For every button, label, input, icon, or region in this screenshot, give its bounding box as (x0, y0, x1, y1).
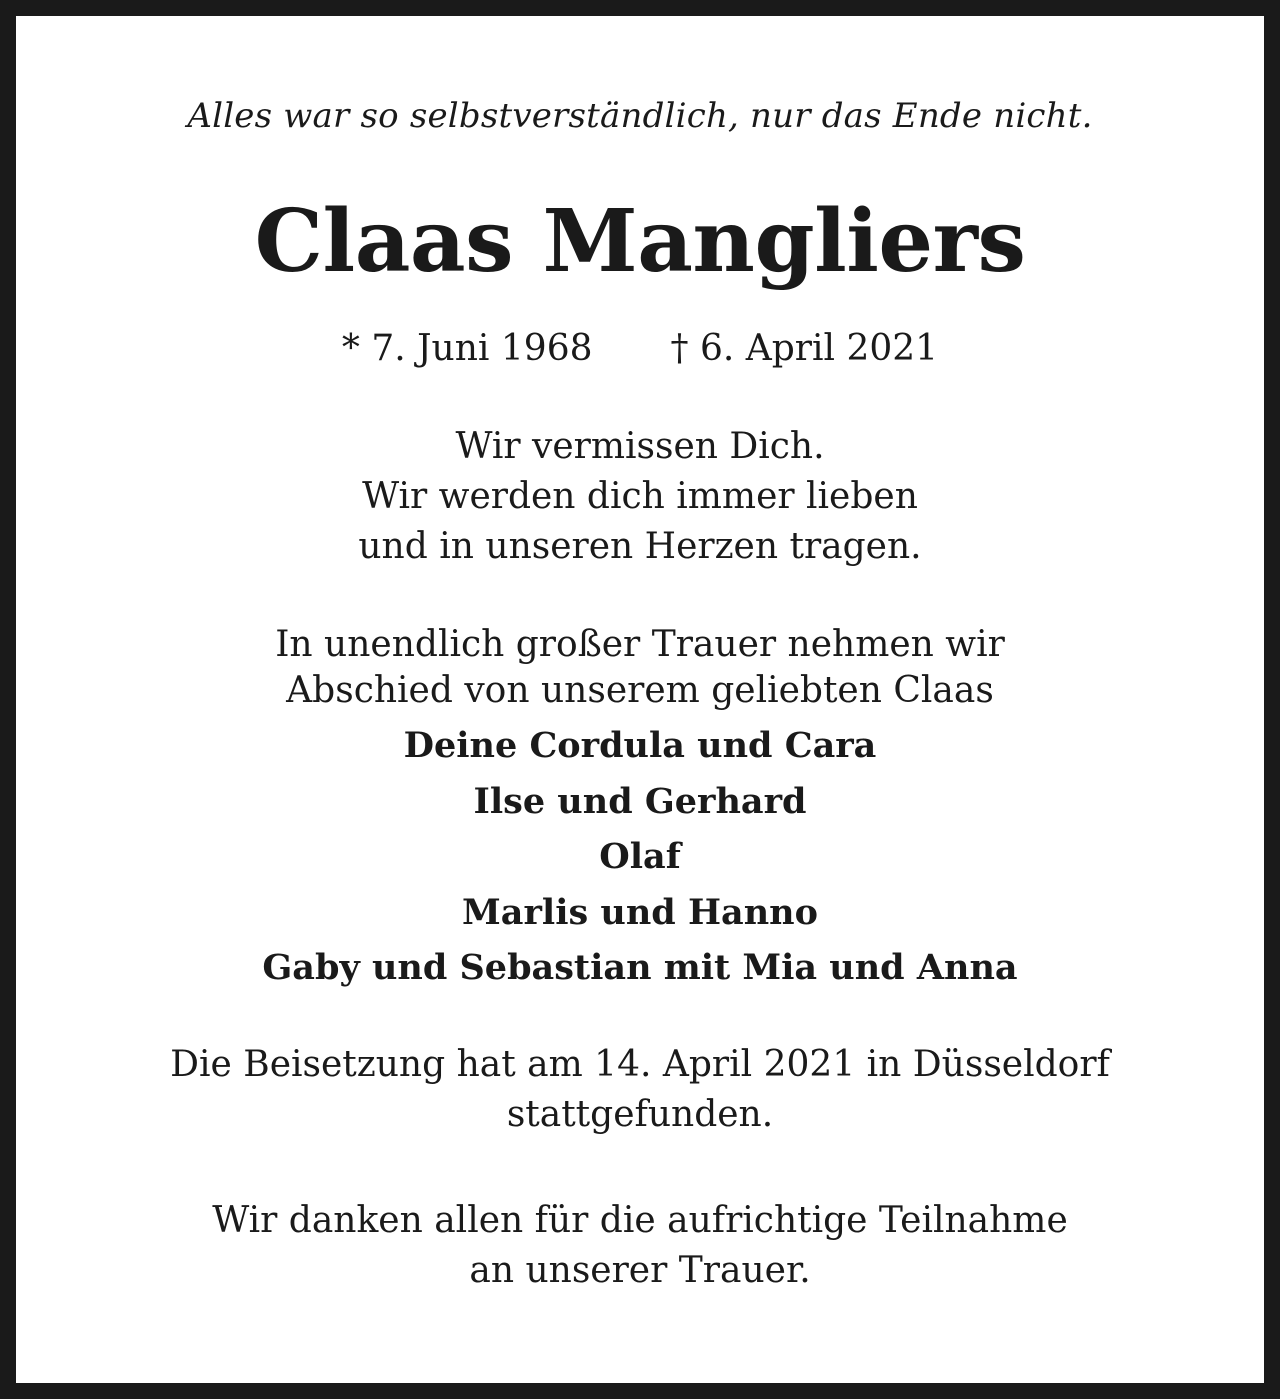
thanks-note (16, 1196, 1264, 1296)
miss-text (16, 422, 1264, 572)
farewell-line: In unendlich großer Trauer nehmen wir (275, 624, 1005, 665)
burial-notice (16, 1040, 1264, 1140)
family-member: Gaby und Sebastian mit Mia und Anna (262, 947, 1018, 988)
burial-line: stattgefunden. (506, 1094, 774, 1135)
farewell-line: Abschied von unserem geliebten Claas (286, 670, 994, 711)
death-date: † 6. April 2021 (670, 328, 939, 369)
birth-date: * 7. Juni 1968 (341, 328, 593, 369)
thanks-line: Wir danken allen für die aufrichtige Teilnahme (212, 1200, 1068, 1241)
deceased-name: Claas Mangliers (254, 191, 1026, 292)
miss-line: Wir werden dich immer lieben (362, 476, 918, 517)
family-member: Deine Cordula und Cara (403, 725, 877, 766)
family-member: Olaf (599, 836, 681, 877)
miss-line: Wir vermissen Dich. (455, 426, 825, 467)
farewell-text (16, 622, 1264, 714)
motto-quote: Alles war so selbstverständlich, nur das Ende nicht. (187, 96, 1093, 136)
burial-line: Die Beisetzung hat am 14. April 2021 in Düsseldorf (170, 1044, 1110, 1085)
family-list (16, 718, 1264, 996)
thanks-line: an unserer Trauer. (469, 1250, 811, 1291)
obituary-card (16, 16, 1264, 1383)
family-member: Marlis und Hanno (462, 891, 818, 933)
miss-line: und in unseren Herzen tragen. (358, 526, 922, 567)
family-member: Ilse und Gerhard (473, 780, 807, 822)
life-dates (16, 326, 1264, 372)
